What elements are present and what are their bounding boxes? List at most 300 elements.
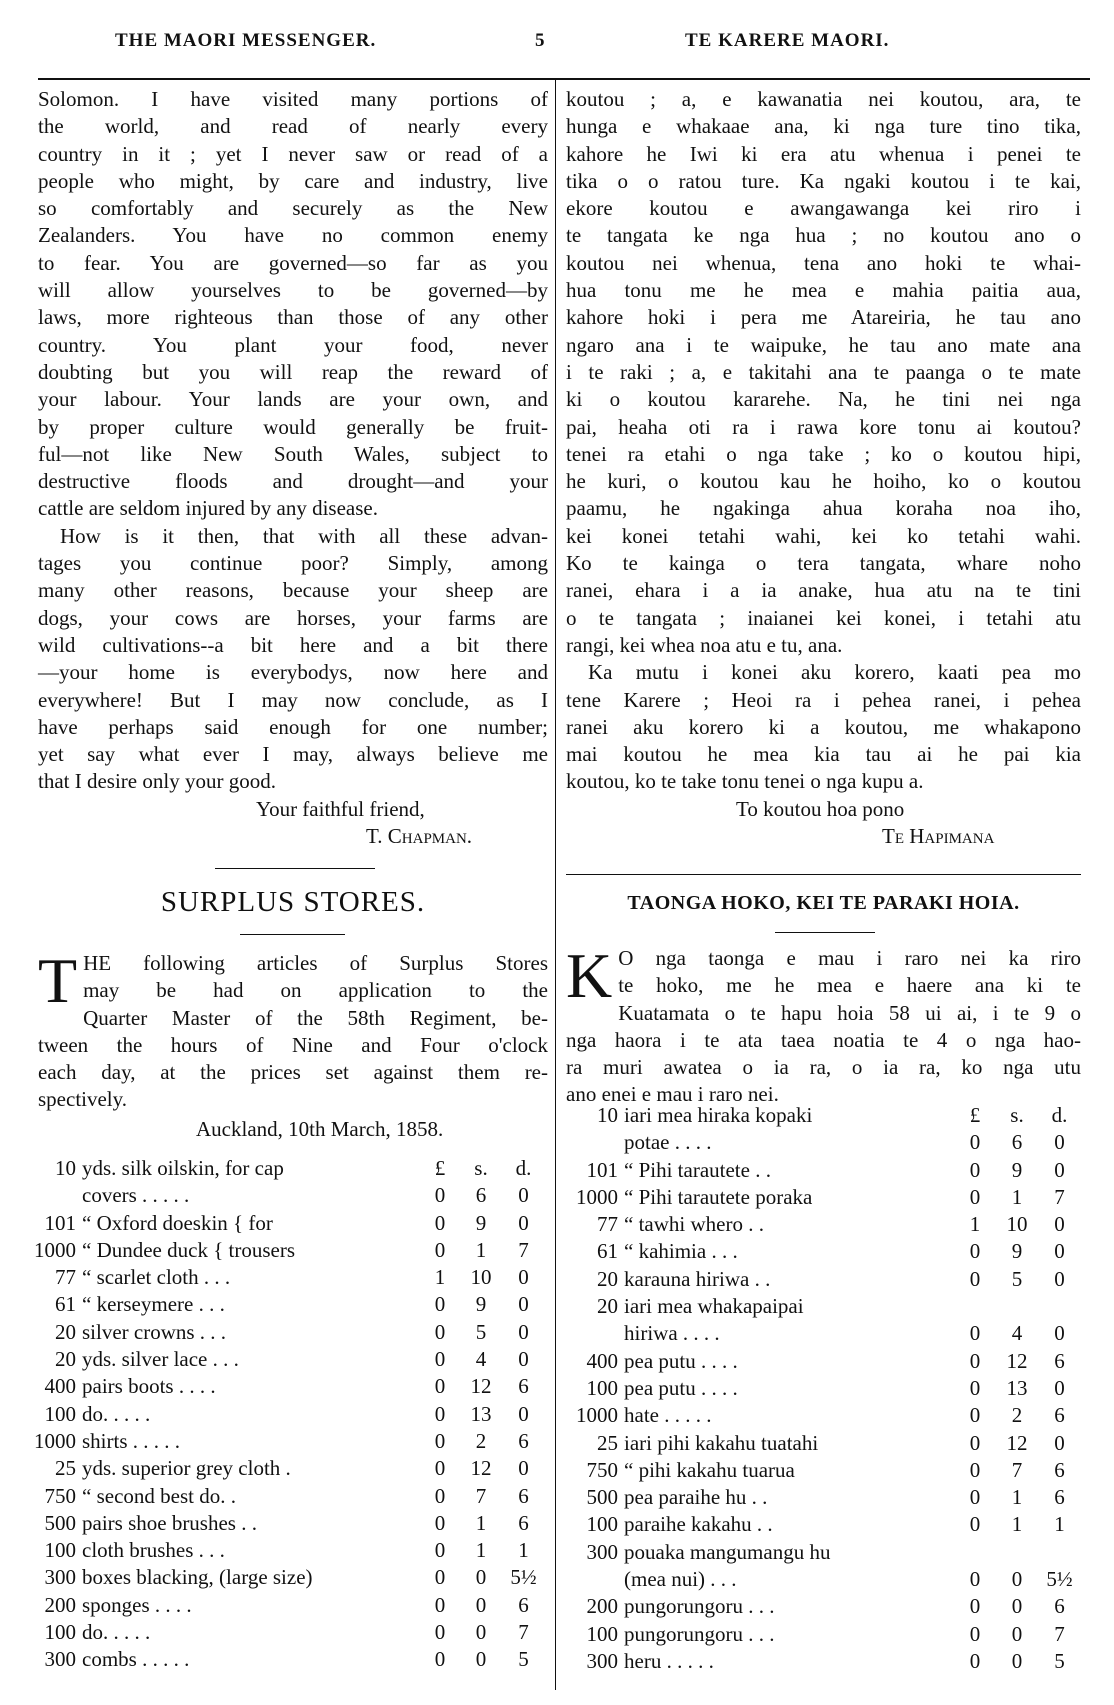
item-quantity: 20 [597,1266,618,1291]
item-quantity: 25 [55,1456,76,1481]
currency-header: d. [515,1156,532,1180]
currency-header: s. [474,1156,488,1180]
text-line: ra muri awatea o ia ra, o ia ra, ko nga utu [566,1055,1081,1080]
price-row [566,1321,1081,1348]
item-quantity: 25 [597,1430,618,1455]
text-line: koutou, ko te take tonu tenei o nga kupu a. [566,769,924,794]
price-pence: 0 [1054,1239,1065,1264]
price-pounds: 0 [969,1157,981,1182]
item-description: “ tawhi whero . . [624,1212,764,1237]
section-rule-left [215,868,375,869]
price-pence: 0 [1054,1375,1065,1400]
price-shillings: 1 [475,1538,487,1563]
price-row [30,1238,545,1265]
price-pounds [954,1294,996,1321]
price-row [566,1212,1081,1239]
price-pence: 7 [518,1237,529,1262]
price-row [566,1540,1081,1567]
text-line: HE following articles of Surplus Stores [83,951,548,975]
price-shillings [996,1294,1038,1321]
section-rule-right [566,874,1081,875]
price-pence: 0 [1054,1157,1065,1182]
price-pence: 0 [518,1456,529,1481]
maori-letter [566,86,1081,850]
price-row [30,1484,545,1511]
item-description: (mea nui) . . . [624,1567,737,1592]
text-line: wild cultivations--a bit here and a bit there [38,632,548,657]
price-shillings: 12 [470,1456,492,1481]
price-pounds: 0 [434,1374,446,1399]
text-line: people who might, by care and industry, live [38,168,548,193]
price-pounds: 0 [434,1292,446,1317]
price-shillings: 4 [1011,1321,1023,1346]
price-pounds: 0 [969,1567,981,1592]
price-shillings: 5 [1011,1266,1023,1291]
price-shillings: 9 [475,1292,487,1317]
price-row [566,1158,1081,1185]
price-row [566,1431,1081,1458]
item-description: “ kerseymere . . . [82,1292,225,1317]
price-pounds: 0 [434,1592,446,1617]
text-line: te tangata ke nga hua ; no koutou ano o [566,223,1081,248]
item-description: do. . . . . [82,1401,151,1426]
text-line: pai, heaha oti ra i rawa kore tonu ai koutou? [566,414,1081,439]
text-line: to fear. You are governed—so far as you [38,250,548,275]
text-line: ano enei e mau i raro nei. [566,1082,779,1107]
price-shillings: 2 [1011,1403,1023,1428]
item-description: “ second best do. . [82,1483,236,1508]
price-row [30,1183,545,1210]
price-row [566,1512,1081,1539]
text-line: by proper culture would generally be fruit- [38,414,548,439]
text-line: so comfortably and securely as the New [38,196,548,221]
price-shillings: 13 [1006,1375,1028,1400]
price-pounds: 0 [434,1456,446,1481]
price-shillings: 10 [1006,1212,1028,1237]
item-description: hate . . . . . [624,1403,712,1428]
taonga-intro [566,940,1081,1109]
price-pence: 6 [518,1510,529,1535]
item-quantity: 10 [597,1103,618,1127]
item-description: yds. silver lace . . . [82,1347,239,1372]
price-shillings: 12 [470,1374,492,1399]
item-description: pea putu . . . . [624,1375,738,1400]
item-quantity: 20 [55,1347,76,1372]
text-line: have perhaps said enough for one number; [38,714,548,739]
price-pence: 5½ [1046,1567,1073,1592]
item-description: sponges . . . . [82,1592,192,1617]
price-pounds: 0 [969,1403,981,1428]
text-line: doubting but you will reap the reward of [38,359,548,384]
item-quantity: 400 [586,1348,618,1373]
item-description: “ Dundee duck { trousers [82,1237,296,1262]
title-underline-right [775,932,875,933]
text-line: nga haora i te ata taea noatia te 4 o nga hao- [566,1027,1081,1052]
price-row [566,1239,1081,1266]
price-pounds: 0 [969,1621,981,1646]
text-line: country in it ; yet I never saw or read of a [38,141,548,166]
item-quantity: 300 [44,1565,76,1590]
text-line: tween the hours of Nine and Four o'clock [38,1032,548,1057]
price-shillings: 5 [475,1319,487,1344]
price-row [566,1567,1081,1594]
price-row [566,1594,1081,1621]
taonga-intro-text [566,940,1081,1109]
item-quantity: 500 [586,1485,618,1510]
price-row [30,1593,545,1620]
price-pounds [954,1540,996,1567]
text-line: o te tangata ; inaianei kei konei, i tetahi atu [566,605,1081,630]
text-line: will allow yourselves to be governed—by [38,278,548,303]
text-line: tenei ra etahi o nga take ; ko o koutou hipi, [566,441,1081,466]
price-pence: 0 [1054,1321,1065,1346]
item-description: karauna hiriwa . . [624,1266,771,1291]
text-line: many other reasons, because your sheep are [38,578,548,603]
item-description: paraihe kakahu . . [624,1512,773,1537]
item-quantity: 20 [597,1294,618,1319]
price-row [30,1292,545,1319]
price-shillings [996,1540,1038,1567]
surplus-price-list [30,1156,545,1675]
item-quantity: 100 [44,1401,76,1426]
item-quantity: 100 [586,1512,618,1537]
item-quantity: 750 [44,1483,76,1508]
item-quantity: 20 [55,1319,76,1344]
price-row [30,1347,545,1374]
price-pounds: 0 [969,1266,981,1291]
drop-cap-k: K [566,940,613,1011]
currency-header: £ [969,1103,981,1127]
price-pounds: 0 [434,1620,446,1645]
text-line: kahore hoki i pera me Atareiria, he tau ano [566,305,1081,330]
text-line: Zealanders. You have no common enemy [38,223,548,248]
price-shillings: 12 [1006,1430,1028,1455]
price-pence: 0 [1054,1212,1065,1237]
item-quantity: 100 [586,1375,618,1400]
price-pence: 6 [518,1483,529,1508]
item-quantity: 300 [586,1648,618,1673]
item-description: iari mea whakapaipai [624,1294,804,1319]
price-shillings: 1 [1011,1184,1023,1209]
taonga-hoko-title: TAONGA HOKO, KEI TE PARAKI HOIA. [627,892,1020,914]
text-line: Ko te kainga o tera tangata, whare noho [566,551,1081,576]
text-line: kei konei tetahi wahi, kei ko tetahi wahi. [566,523,1081,548]
surplus-intro-text [38,945,548,1114]
price-pence: 0 [518,1183,529,1208]
english-letter [38,86,548,850]
price-pounds: 0 [969,1594,981,1619]
price-row [566,1349,1081,1376]
price-pence: 6 [518,1374,529,1399]
currency-header: s. [1010,1103,1024,1127]
price-pounds: 0 [434,1647,446,1672]
item-description: yds. superior grey cloth . [82,1456,291,1481]
price-pounds: 0 [434,1347,446,1372]
item-quantity: 500 [44,1510,76,1535]
price-pounds: 1 [434,1265,446,1290]
price-shillings: 0 [1011,1621,1023,1646]
text-line: tene Karere ; Heoi ra i pehea ranei, i pehea [566,687,1081,712]
price-pounds: 0 [969,1239,981,1264]
item-quantity: 101 [586,1157,618,1182]
price-pounds: 0 [434,1428,446,1453]
item-description: iari pihi kakahu tuatahi [624,1430,819,1455]
price-shillings: 9 [475,1210,487,1235]
price-pounds: 0 [434,1210,446,1235]
item-quantity: 1000 [576,1403,618,1428]
maori-letter-body [566,86,1081,796]
text-line: tika o o ratou ture. Ka ngaki koutou i te kai, [566,168,1081,193]
item-description: “ kahimia . . . [624,1239,738,1264]
price-shillings: 0 [1011,1648,1023,1673]
text-line: —your home is everybodys, now here and [38,660,548,685]
text-line: Ka mutu i konei aku korero, kaati pea mo [588,660,1081,685]
text-line: Kuatamata o te hapu hoia 58 ui ai, i te 9 o [618,1000,1081,1025]
price-pounds: 0 [969,1184,981,1209]
price-row [30,1211,545,1238]
price-shillings: 2 [475,1428,487,1453]
price-row [566,1622,1081,1649]
price-pounds: 0 [434,1401,446,1426]
price-pounds: 0 [969,1648,981,1673]
text-line: hua tonu me he mea e mahia paitia aua, [566,278,1081,303]
price-pence: 0 [1054,1130,1065,1155]
english-letter-body [38,86,548,796]
text-line: cattle are seldom injured by any disease. [38,496,378,521]
text-line: dogs, your cows are horses, your farms are [38,605,548,630]
taonga-price-list [566,1103,1081,1676]
item-description: do. . . . . [82,1620,151,1645]
maori-letter-closing: To koutou hoa pono [736,796,905,821]
item-quantity: 100 [44,1538,76,1563]
price-row [566,1458,1081,1485]
price-row [566,1185,1081,1212]
text-line: ful—not like New South Wales, subject to [38,441,548,466]
text-line: tages you continue poor? Simply, among [38,551,548,576]
price-row [566,1294,1081,1321]
item-quantity: 400 [44,1374,76,1399]
text-line: mai koutou he mea kia tau ai he pai kia [566,742,1081,767]
page-number: 5 [535,30,546,51]
price-pounds: 0 [969,1485,981,1510]
item-description: “ Pihi tarautete . . [624,1157,771,1182]
text-line: he kuri, o koutou kau he hoiho, ko o koutou [566,469,1081,494]
text-line: ranei aku korero ki a koutou, me whakapono [566,714,1081,739]
text-line: yet say what ever I may, always believe me [38,742,548,767]
text-line: ki o koutou kararehe. Na, he tini nei nga [566,387,1081,412]
price-shillings: 1 [475,1510,487,1535]
price-pounds: 0 [434,1237,446,1262]
price-shillings: 6 [1011,1130,1023,1155]
item-description: silver crowns . . . [82,1319,227,1344]
price-row [566,1403,1081,1430]
price-row [30,1538,545,1565]
item-description: “ scarlet cloth . . . [82,1265,231,1290]
text-line: Quarter Master of the 58th Regiment, be- [83,1005,548,1030]
price-shillings: 4 [475,1347,487,1372]
price-row [30,1647,545,1674]
price-row [30,1565,545,1592]
text-line: paamu, he ngakinga ahua koraha noa iho, [566,496,1081,521]
text-line: rangi, kei whea noa atu e tu, ana. [566,632,843,657]
drop-cap-t: T [38,945,78,1016]
surplus-date: Auckland, 10th March, 1858. [196,1117,444,1141]
item-description: “ Pihi tarautete poraka [624,1184,813,1209]
price-shillings: 6 [475,1183,487,1208]
price-shillings: 9 [1011,1239,1023,1264]
item-quantity: 1000 [34,1237,76,1262]
price-shillings: 10 [470,1265,492,1290]
item-quantity: 100 [586,1621,618,1646]
item-description: hiriwa . . . . [624,1321,720,1346]
item-quantity: 750 [586,1457,618,1482]
text-line: the world, and read of nearly every [38,114,548,139]
price-row [566,1376,1081,1403]
header-rule [38,78,1090,80]
price-pence: 6 [1054,1457,1065,1482]
item-quantity: 61 [597,1239,618,1264]
text-line: hunga e whakaae ana, ki nga ture tino tika, [566,114,1081,139]
item-description: potae . . . . [624,1130,712,1155]
item-quantity: 300 [586,1539,618,1564]
price-row [566,1130,1081,1157]
item-description: heru . . . . . [624,1648,714,1673]
item-quantity [566,1130,624,1157]
price-shillings: 1 [475,1237,487,1262]
price-shillings: 0 [1011,1594,1023,1619]
price-pence: 0 [518,1265,529,1290]
item-description: iari mea hiraka kopaki [624,1103,813,1127]
item-description: pairs shoe brushes . . [82,1510,257,1535]
item-quantity: 77 [55,1265,76,1290]
price-pence: 0 [518,1292,529,1317]
price-pounds: 0 [434,1483,446,1508]
item-quantity: 200 [44,1592,76,1617]
price-shillings: 0 [475,1592,487,1617]
price-pounds: 0 [969,1512,981,1537]
price-pence: 7 [1054,1184,1065,1209]
price-row [30,1265,545,1292]
text-line: country. You plant your food, never [38,332,548,357]
title-underline-left [240,934,345,935]
price-pence: 5 [1054,1648,1065,1673]
text-line: koutou ; a, e kawanatia nei koutou, ara, te [566,87,1081,111]
item-description: pouaka mangumangu hu [624,1539,831,1564]
column-divider [555,80,556,1690]
price-row [30,1374,545,1401]
text-line: laws, more righteous than those of any other [38,305,548,330]
price-shillings: 1 [1011,1485,1023,1510]
price-row [566,1649,1081,1676]
header-maori-title: TE KARERE MAORI. [685,30,890,51]
price-pounds: 0 [434,1183,446,1208]
price-pounds: 0 [434,1538,446,1563]
text-line: O nga taonga e mau i raro nei ka riro [618,946,1081,970]
price-row [30,1511,545,1538]
currency-header: d. [1051,1103,1068,1127]
price-shillings: 0 [475,1620,487,1645]
text-line: te hoko, me he mea e haere ana ki te [618,973,1081,998]
item-description: pungorungoru . . . [624,1594,775,1619]
price-pence: 0 [518,1210,529,1235]
price-pence: 0 [1054,1266,1065,1291]
price-pounds: 0 [434,1510,446,1535]
item-description: shirts . . . . . [82,1428,181,1453]
text-line: everywhere! But I may now conclude, as I [38,687,548,712]
price-row [30,1402,545,1429]
price-pounds: 0 [969,1430,981,1455]
price-pounds: 0 [969,1375,981,1400]
price-row [30,1320,545,1347]
item-description: cloth brushes . . . [82,1538,225,1563]
price-pence [1038,1294,1081,1321]
price-shillings: 1 [1011,1512,1023,1537]
text-line: your labour. Your lands are your own, and [38,387,548,412]
item-description: pea paraihe hu . . [624,1485,768,1510]
item-description: pea putu . . . . [624,1348,738,1373]
price-shillings: 0 [1011,1567,1023,1592]
item-quantity [30,1183,82,1210]
price-row [566,1485,1081,1512]
price-row [30,1156,545,1183]
letter-signature: T. Chapman. [366,824,473,849]
price-pence: 6 [1054,1348,1065,1373]
text-line: spectively. [38,1087,128,1112]
item-quantity: 200 [586,1594,618,1619]
price-shillings: 7 [1011,1457,1023,1482]
price-row [566,1267,1081,1294]
price-pounds: 1 [969,1212,981,1237]
text-line: may be had on application to the [83,978,548,1003]
item-quantity [566,1567,624,1594]
text-line: that I desire only your good. [38,769,276,794]
item-quantity: 1000 [34,1428,76,1453]
price-shillings: 0 [475,1565,487,1590]
text-line: each day, at the prices set against them re- [38,1060,548,1085]
price-pounds: 0 [434,1565,446,1590]
price-row [566,1103,1081,1130]
price-pounds: 0 [969,1130,981,1155]
price-pounds: 0 [969,1321,981,1346]
item-quantity: 101 [44,1210,76,1235]
price-pence: 0 [518,1347,529,1372]
price-pence: 7 [518,1620,529,1645]
letter-closing: Your faithful friend, [256,796,425,821]
price-shillings: 7 [475,1483,487,1508]
item-description: “ pihi kakahu tuarua [624,1457,795,1482]
item-quantity: 100 [44,1620,76,1645]
price-pounds: 0 [969,1348,981,1373]
text-line: koutou nei whenua, tena ano hoki te whai- [566,250,1081,275]
currency-header: £ [434,1156,446,1180]
item-quantity: 77 [597,1212,618,1237]
text-line: How is it then, that with all these advan- [60,523,548,548]
text-line: ranei, ehara i a ia anake, hua atu na te tini [566,578,1081,603]
item-description: combs . . . . . [82,1647,190,1672]
item-quantity: 61 [55,1292,76,1317]
text-line: Solomon. I have visited many portions of [38,87,548,111]
maori-letter-signature: Te Hapimana [882,824,995,849]
price-pence: 0 [1054,1430,1065,1455]
price-shillings: 9 [1011,1157,1023,1182]
item-quantity: 10 [55,1156,76,1180]
text-line: ekore koutou e awangawanga kei riro i [566,196,1081,221]
item-quantity: 300 [44,1647,76,1672]
price-row [30,1429,545,1456]
header-english-title: THE MAORI MESSENGER. [115,30,377,51]
price-pence: 6 [518,1592,529,1617]
item-description: yds. silk oilskin, for cap [82,1156,284,1180]
